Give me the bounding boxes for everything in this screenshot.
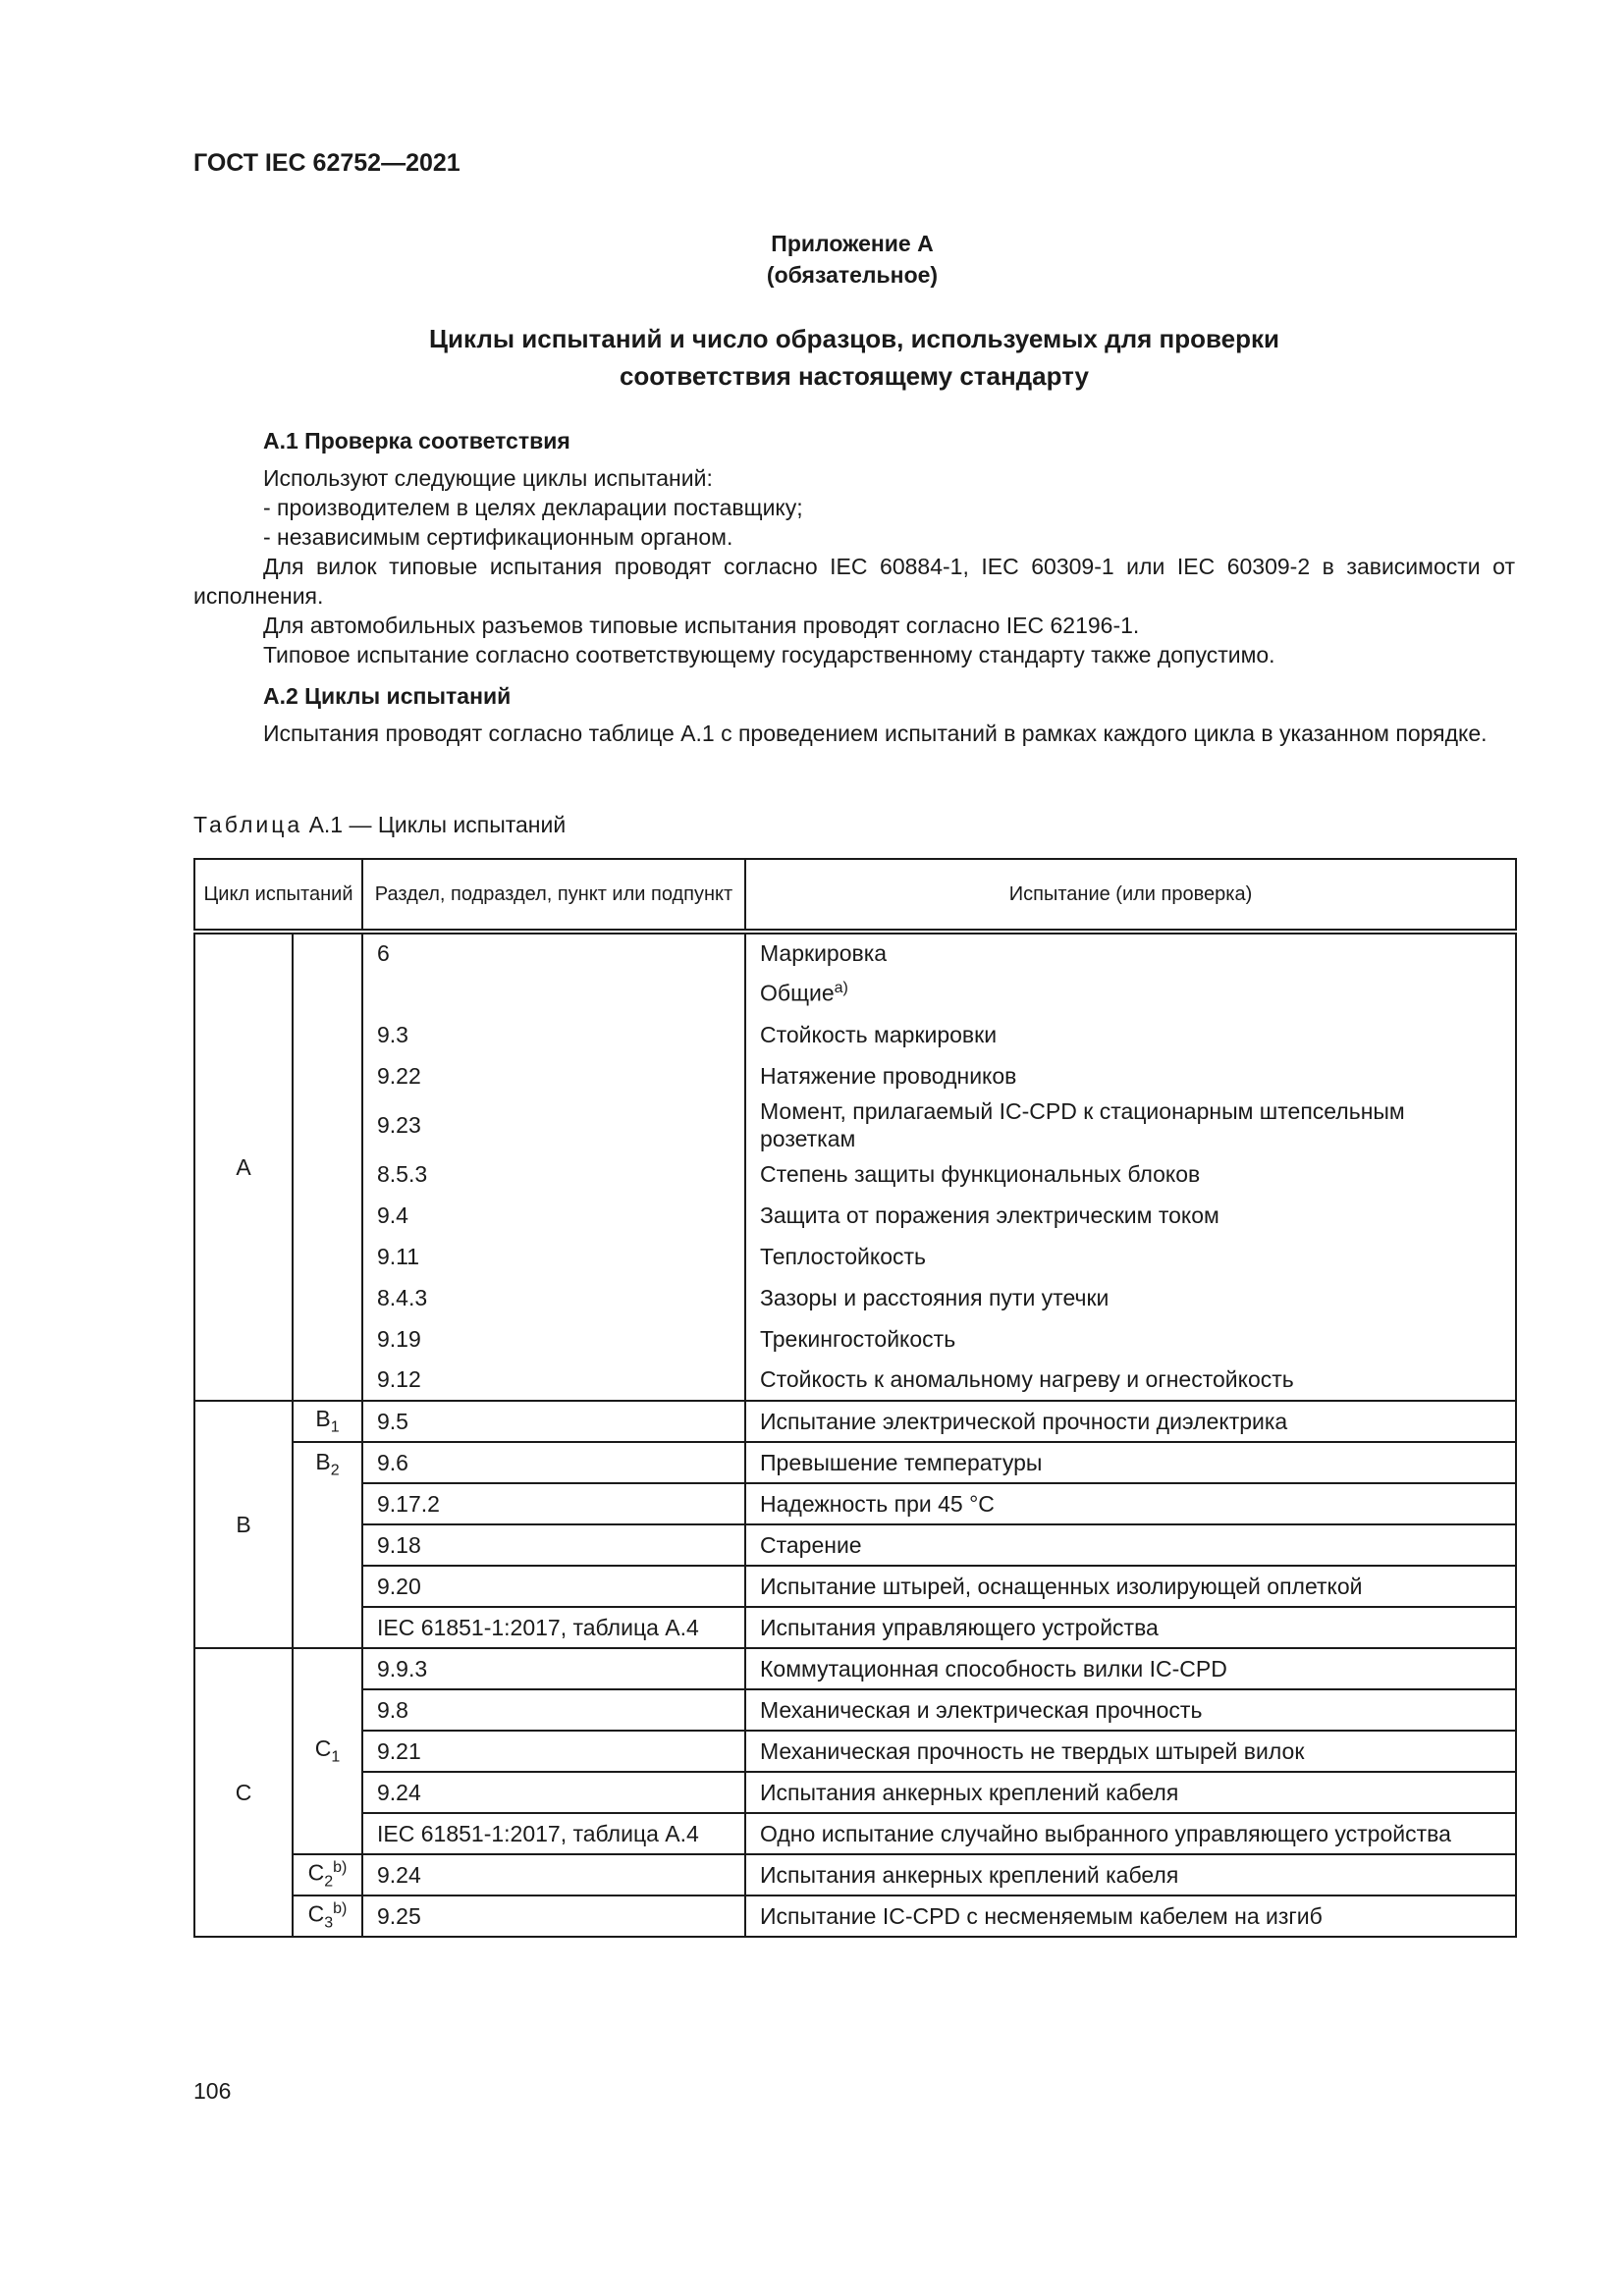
subcycle-b1 xyxy=(293,1401,362,1442)
subcycle-label: C xyxy=(307,1900,325,1927)
table-row xyxy=(194,1014,1516,1055)
clause-cell: 9.9.3 xyxy=(362,1648,745,1689)
table-row xyxy=(194,1195,1516,1236)
footnote-mark: b) xyxy=(333,1858,348,1876)
table-row xyxy=(194,1854,1516,1896)
clause-cell: 9.25 xyxy=(362,1896,745,1937)
test-cell: Коммутационная способность вилки IC-CPD xyxy=(745,1648,1516,1689)
clause-cell: 9.11 xyxy=(362,1236,745,1277)
test-cell: Старение xyxy=(745,1524,1516,1566)
clause-cell: 9.19 xyxy=(362,1318,745,1360)
test-cell: Стойкость к аномальному нагреву и огнестойкость xyxy=(745,1360,1516,1401)
test-cell: Степень защиты функциональных блоков xyxy=(745,1153,1516,1195)
a1-paragraph: Используют следующие циклы испытаний: xyxy=(263,465,713,491)
cycle-c: C xyxy=(194,1648,293,1937)
header-clause: Раздел, подраздел, пункт или подпункт xyxy=(362,859,745,932)
table-row xyxy=(194,1055,1516,1096)
test-cell: Испытания анкерных креплений кабеля xyxy=(745,1854,1516,1896)
table-row xyxy=(194,932,1516,973)
clause-cell: 9.8 xyxy=(362,1689,745,1731)
test-cell: Превышение температуры xyxy=(745,1442,1516,1483)
table-row xyxy=(194,1277,1516,1318)
clause-cell: 9.24 xyxy=(362,1854,745,1896)
clause-cell: 9.18 xyxy=(362,1524,745,1566)
table-row xyxy=(194,1772,1516,1813)
annex-title xyxy=(0,228,1624,291)
subcycle-c1 xyxy=(293,1648,362,1854)
test-cell xyxy=(745,973,1516,1014)
test-cell: Момент, прилагаемый IC-CPD к стационарным штепсельным розеткам xyxy=(745,1096,1516,1153)
table-row xyxy=(194,1401,1516,1442)
a1-paragraph: Типовое испытание согласно соответствующему государственному стандарту также допустимо. xyxy=(263,642,1275,667)
test-cell: Надежность при 45 °С xyxy=(745,1483,1516,1524)
test-cell: Испытание штырей, оснащенных изолирующей оплеткой xyxy=(745,1566,1516,1607)
a2-paragraph: Испытания проводят согласно таблице А.1 с проведением испытаний в рамках каждого цикла в указанном порядке. xyxy=(263,721,1488,746)
table-row xyxy=(194,973,1516,1014)
a1-paragraph: - производителем в целях декларации поставщику; xyxy=(263,495,803,520)
table-row xyxy=(194,1524,1516,1566)
section-a1 xyxy=(193,426,1515,748)
table-caption xyxy=(193,812,566,838)
clause-cell: 9.23 xyxy=(362,1096,745,1153)
test-cell: Механическая прочность не твердых штырей вилок xyxy=(745,1731,1516,1772)
subcycle-a xyxy=(293,932,362,1401)
test-text: Общие xyxy=(760,980,835,1006)
annex-label: Приложение А xyxy=(771,231,934,256)
clause-cell: 9.20 xyxy=(362,1566,745,1607)
clause-cell: 9.21 xyxy=(362,1731,745,1772)
table-row xyxy=(194,1318,1516,1360)
table-row xyxy=(194,1689,1516,1731)
table-header-row xyxy=(194,859,1516,932)
a1-paragraph: Для вилок типовые испытания проводят согласно IEC 60884-1, IEC 60309-1 или IEC 60309-2 в зависимости от исполнения. xyxy=(193,554,1515,609)
clause-cell: 9.5 xyxy=(362,1401,745,1442)
cycle-a: A xyxy=(194,932,293,1401)
a1-heading: А.1 Проверка соответствия xyxy=(263,428,570,454)
test-cell: Трекингостойкость xyxy=(745,1318,1516,1360)
clause-cell: 8.5.3 xyxy=(362,1153,745,1195)
cycle-b: B xyxy=(194,1401,293,1648)
test-cell: Маркировка xyxy=(745,932,1516,973)
subcycle-index: 1 xyxy=(330,1418,340,1436)
clause-cell: 9.4 xyxy=(362,1195,745,1236)
table-row xyxy=(194,1607,1516,1648)
a1-paragraph: Для автомобильных разъемов типовые испытания проводят согласно IEC 62196-1. xyxy=(263,613,1140,638)
footnote-mark: b) xyxy=(333,1899,348,1917)
subcycle-label: B xyxy=(315,1406,331,1432)
test-cell: Теплостойкость xyxy=(745,1236,1516,1277)
test-cell: Испытание электрической прочности диэлектрика xyxy=(745,1401,1516,1442)
a1-paragraph: - независимым сертификационным органом. xyxy=(263,524,733,550)
subcycle-b2 xyxy=(293,1442,362,1648)
subcycle-index: 3 xyxy=(324,1914,334,1932)
table-row xyxy=(194,1236,1516,1277)
subcycle-c3 xyxy=(293,1896,362,1937)
subcycle-label: B xyxy=(315,1449,331,1474)
header-cycle: Цикл испытаний xyxy=(194,859,362,932)
table-row xyxy=(194,1483,1516,1524)
test-cell: Испытание IC-CPD с несменяемым кабелем на изгиб xyxy=(745,1896,1516,1937)
clause-cell: 9.12 xyxy=(362,1360,745,1401)
test-cell: Зазоры и расстояния пути утечки xyxy=(745,1277,1516,1318)
table-row xyxy=(194,1566,1516,1607)
clause-cell: 9.3 xyxy=(362,1014,745,1055)
clause-cell: 9.17.2 xyxy=(362,1483,745,1524)
table-row xyxy=(194,1442,1516,1483)
test-cell: Стойкость маркировки xyxy=(745,1014,1516,1055)
subcycle-index: 2 xyxy=(330,1462,340,1479)
clause-cell: 6 xyxy=(362,932,745,973)
section-title-line-1: Циклы испытаний и число образцов, используемых для проверки xyxy=(429,324,1279,353)
subcycle-index: 1 xyxy=(331,1748,341,1766)
subcycle-index: 2 xyxy=(324,1873,334,1891)
standard-header: ГОСТ IEC 62752—2021 xyxy=(193,149,460,177)
table-row xyxy=(194,1153,1516,1195)
test-cell: Механическая и электрическая прочность xyxy=(745,1689,1516,1731)
subcycle-c2 xyxy=(293,1854,362,1896)
header-test: Испытание (или проверка) xyxy=(745,859,1516,932)
clause-cell xyxy=(362,973,745,1014)
test-cell: Испытания управляющего устройства xyxy=(745,1607,1516,1648)
table-row xyxy=(194,1096,1516,1153)
table-row xyxy=(194,1731,1516,1772)
test-cycles-table xyxy=(193,858,1517,1938)
clause-cell: 9.6 xyxy=(362,1442,745,1483)
table-row xyxy=(194,1360,1516,1401)
table-row xyxy=(194,1896,1516,1937)
clause-cell: 9.24 xyxy=(362,1772,745,1813)
table-row xyxy=(194,1813,1516,1854)
table-row xyxy=(194,1648,1516,1689)
annex-status: (обязательное) xyxy=(766,262,939,288)
test-cell: Одно испытание случайно выбранного управляющего устройства xyxy=(745,1813,1516,1854)
test-cell: Натяжение проводников xyxy=(745,1055,1516,1096)
test-cell: Защита от поражения электрическим током xyxy=(745,1195,1516,1236)
subcycle-label: C xyxy=(314,1735,332,1762)
clause-cell: 8.4.3 xyxy=(362,1277,745,1318)
clause-cell: IEC 61851-1:2017, таблица А.4 xyxy=(362,1607,745,1648)
subcycle-label: C xyxy=(307,1859,325,1886)
clause-cell: IEC 61851-1:2017, таблица А.4 xyxy=(362,1813,745,1854)
table-caption-title: А.1 — Циклы испытаний xyxy=(308,812,567,837)
section-title xyxy=(0,320,1624,395)
a2-heading: А.2 Циклы испытаний xyxy=(263,683,512,709)
footnote-mark: a) xyxy=(834,980,848,997)
section-title-line-2: соответствия настоящему стандарту xyxy=(619,361,1090,391)
clause-cell: 9.22 xyxy=(362,1055,745,1096)
test-cell: Испытания анкерных креплений кабеля xyxy=(745,1772,1516,1813)
table-caption-label: Таблица xyxy=(193,812,303,837)
page-number: 106 xyxy=(193,2078,232,2104)
